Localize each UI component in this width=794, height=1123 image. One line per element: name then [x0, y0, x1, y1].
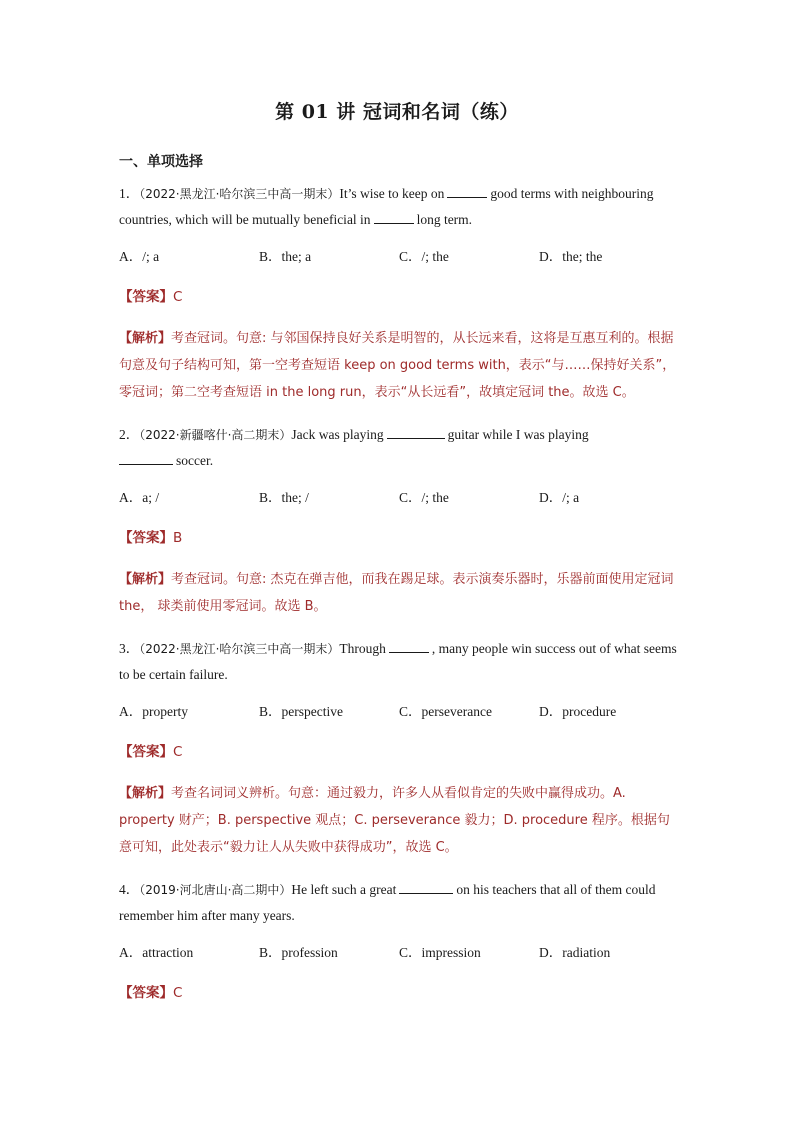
stem-part: good terms with neighbouring countries, which will be mutually beneficial in: [119, 186, 654, 227]
stem-part: on his teachers that all of them could remember him after many years.: [119, 882, 656, 923]
answer-blank: [374, 211, 414, 224]
question-number: 1．: [119, 186, 140, 201]
option-d: D．the; the: [539, 249, 603, 264]
option-d: D．procedure: [539, 704, 617, 719]
answer-label: 【答案】: [119, 744, 173, 760]
stem-part: Through: [339, 641, 386, 656]
answer-value: C: [173, 289, 183, 305]
option-b: B．perspective: [259, 704, 343, 719]
answer-blank: [447, 185, 487, 198]
option-b: B．the; a: [259, 249, 312, 264]
stem-part: long term.: [416, 212, 473, 227]
question-stem: [119, 636, 679, 688]
stem-part: guitar while I was playing: [447, 427, 589, 442]
answer-blank: [399, 881, 453, 894]
answer-line: [119, 981, 679, 1003]
option-d: D．/; a: [539, 490, 580, 505]
analysis-text: 考查冠词。句意: 与邻国保持良好关系是明智的，从长远来看，这将是互惠互利的。根据句意及句子结构可知，第一空考查短语 keep on good terms with，表示“与……保持好关系”，零冠词；第二空考查短语 in the long run，表示“从长远看”，故填定冠词 the。故选 C。: [119, 331, 676, 400]
question-stem: [119, 181, 679, 233]
option-c: C．/; the: [399, 249, 449, 264]
analysis-paragraph: [119, 325, 679, 406]
option-d: D．radiation: [539, 945, 611, 960]
option-b: B．the; /: [259, 490, 309, 505]
stem-part: He left such a great: [291, 882, 397, 897]
analysis-text: 考查冠词。句意: 杰克在弹吉他，而我在踢足球。表示演奏乐器时，乐器前面使用定冠词 the， 球类前使用零冠词。故选 B。: [119, 572, 674, 614]
option-list: [119, 941, 679, 963]
stem-part: soccer.: [176, 453, 214, 468]
stem-part: Jack was playing: [291, 427, 384, 442]
question-source: （2022·黑龙江·哈尔滨三中高一期末）: [139, 642, 340, 656]
question-2: [119, 422, 679, 620]
option-c: C．impression: [399, 945, 481, 960]
analysis-label: 【解析】: [119, 331, 172, 346]
answer-label: 【答案】: [119, 289, 173, 305]
question-1: [119, 181, 679, 406]
answer-blank: [387, 426, 445, 439]
question-4: [119, 877, 679, 1003]
option-list: [119, 700, 679, 722]
analysis-text: 考查名词词义辨析。句意：通过毅力，许多人从看似肯定的失败中赢得成功。A. property 财产；B. perspective 观点；C. perseverance 毅力；D. procedure 程序。根据句意可知，此处表示“毅力让人从失败中获得成功”，故选 C。: [119, 786, 670, 855]
option-b: B．profession: [259, 945, 338, 960]
option-c: C．perseverance: [399, 704, 492, 719]
question-stem: [119, 877, 679, 929]
option-list: [119, 245, 679, 267]
analysis-paragraph: [119, 780, 679, 861]
answer-line: [119, 740, 679, 762]
option-a: A．a; /: [119, 490, 160, 505]
answer-value: C: [173, 744, 183, 760]
option-c: C．/; the: [399, 490, 449, 505]
answer-line: [119, 285, 679, 307]
stem-part: It’s wise to keep on: [339, 186, 445, 201]
option-a: A．attraction: [119, 945, 194, 960]
answer-value: C: [173, 985, 183, 1001]
question-number: 4．: [119, 882, 140, 897]
question-number: 3．: [119, 641, 140, 656]
question-stem: [119, 422, 679, 474]
option-a: A．/; a: [119, 249, 160, 264]
question-source: （2022·新疆喀什·高二期末）: [139, 428, 292, 442]
option-a: A．property: [119, 704, 188, 719]
stem-part: , many people win success out of what seems to be certain failure.: [119, 641, 677, 682]
answer-value: B: [173, 530, 183, 546]
answer-label: 【答案】: [119, 530, 173, 546]
analysis-paragraph: [119, 566, 679, 620]
question-3: [119, 636, 679, 861]
question-number: 2．: [119, 427, 140, 442]
section-heading: 一、单项选择: [119, 154, 203, 170]
answer-label: 【答案】: [119, 985, 173, 1001]
answer-blank: [389, 640, 429, 653]
answer-blank: [119, 452, 173, 465]
page-title: 第 01 讲 冠词和名词（练）: [275, 101, 519, 123]
question-source: （2022·黑龙江·哈尔滨三中高一期末）: [139, 187, 340, 201]
analysis-label: 【解析】: [119, 786, 172, 801]
question-source: （2019·河北唐山·高二期中）: [139, 883, 292, 897]
answer-line: [119, 526, 679, 548]
option-list: [119, 486, 679, 508]
analysis-label: 【解析】: [119, 572, 172, 587]
